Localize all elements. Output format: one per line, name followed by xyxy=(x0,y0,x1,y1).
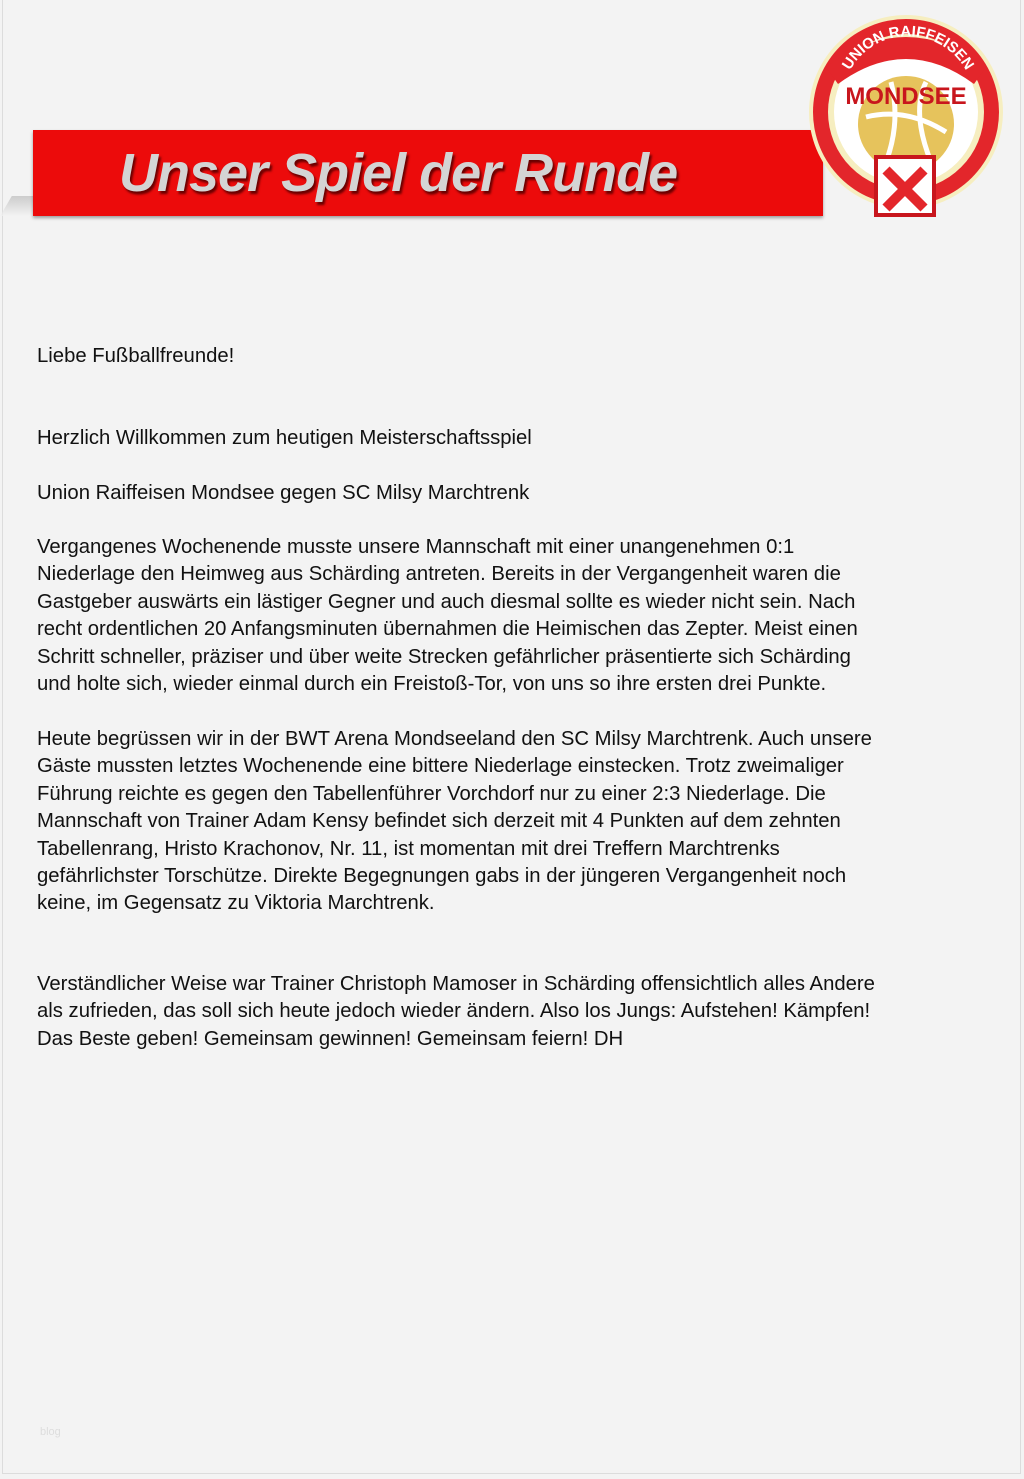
title-banner xyxy=(33,130,823,216)
text-line: Vergangenes Wochenende musste unsere Mannschaft mit einer unangenehmen 0:1 xyxy=(37,536,795,558)
greeting: Liebe Fußballfreunde! xyxy=(37,345,235,367)
text-line: Das Beste geben! Gemeinsam gewinnen! Gemeinsam feiern! DH xyxy=(37,1027,624,1050)
watermark: blog xyxy=(40,1426,61,1438)
page-title: Unser Spiel der Runde xyxy=(119,143,678,203)
text-line: gefährlichster Torschütze. Direkte Begegnungen gabs in der jüngeren Vergangenheit noch xyxy=(37,864,847,887)
text-line: Heute begrüssen wir in der BWT Arena Mondseeland den SC Milsy Marchtrenk. Auch unsere xyxy=(37,728,872,750)
text-line: als zufrieden, das soll sich heute jedoch wieder ändern. Also los Jungs: Aufstehen! Kämpfen! xyxy=(37,1000,871,1023)
text-line: Tabellenrang, Hristo Krachonov, Nr. 11, ist momentan mit drei Treffern Marchtrenks xyxy=(37,837,780,860)
logo-main-text: MONDSEE xyxy=(845,83,967,110)
paragraph-closing xyxy=(37,971,875,1053)
text-line: Niederlage den Heimweg aus Schärding antreten. Bereits in der Vergangenheit waren die xyxy=(37,563,841,586)
logo-top-text: UNION RAIFFEISEN xyxy=(838,22,978,73)
paragraph-opponent xyxy=(37,726,872,918)
welcome-line: Herzlich Willkommen zum heutigen Meisterschaftsspiel xyxy=(37,427,532,449)
club-logo xyxy=(806,12,1006,222)
text-line: Gäste mussten letztes Wochenende eine bittere Niederlage einstecken. Trotz zweimaliger xyxy=(37,755,844,778)
text-line: Schritt schneller, präziser und über weite Strecken gefährlicher präsentierte sich Schärding xyxy=(37,645,851,668)
text-line: und holte sich, wieder einmal durch ein Freistoß-Tor, von uns so ihre ersten drei Punkte. xyxy=(37,672,827,695)
text-line: Gastgeber auswärts ein lästiger Gegner und auch diesmal sollte es wieder nicht sein. Nach xyxy=(37,590,856,613)
text-line: Mannschaft von Trainer Adam Kensy befindet sich derzeit mit 4 Punkten auf dem zehnten xyxy=(37,810,841,833)
text-line: Führung reichte es gegen den Tabellenführer Vorchdorf nur zu einer 2:3 Niederlage. Die xyxy=(37,782,826,805)
match-line: Union Raiffeisen Mondsee gegen SC Milsy Marchtrenk xyxy=(37,482,530,504)
text-line: Verständlicher Weise war Trainer Christoph Mamoser in Schärding offensichtlich alles Andere xyxy=(37,973,875,995)
text-line: keine, im Gegensatz zu Viktoria Marchtrenk. xyxy=(37,892,435,915)
text-line: recht ordentlichen 20 Anfangsminuten übernahmen die Heimischen das Zepter. Meist einen xyxy=(37,618,858,641)
paragraph-last-match xyxy=(37,534,858,698)
